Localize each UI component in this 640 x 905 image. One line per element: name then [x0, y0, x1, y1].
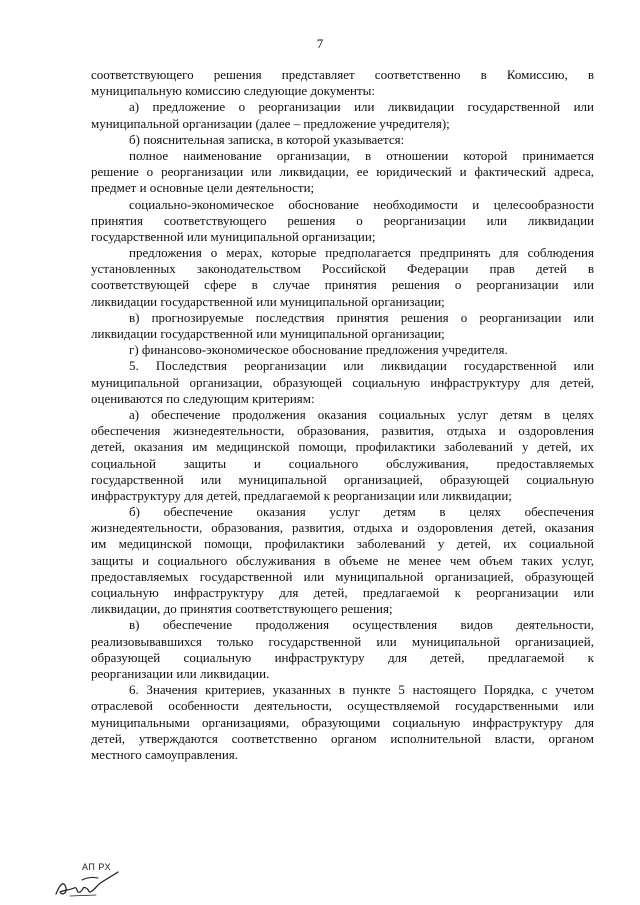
text-line: защиты и социального обслуживания в объеме не менее чем объем таких услуг,: [91, 552, 594, 568]
page-number: 7: [316, 36, 324, 51]
text-line: соответствующего решения представляет соответственно в Комиссию, в: [91, 67, 594, 82]
text-line: социальную инфраструктуру для детей, предлагаемой к реорганизации или: [91, 585, 594, 600]
text-line: предмет и основные цели деятельности;: [91, 180, 315, 196]
text-line: соответствующей сфере в случае принятия решения о реорганизации или: [91, 277, 594, 293]
text-line: образующей социальную инфраструктуру для детей, предлагаемой к: [91, 649, 594, 665]
text-line: в) прогнозируемые последствия принятия решения о реорганизации или: [129, 309, 594, 325]
text-line: полное наименование организации, в отношении которой принимается: [129, 147, 594, 163]
handwritten-signature: [52, 866, 124, 900]
text-line: местного самоуправления.: [91, 746, 239, 762]
text-line: муниципальную комиссию следующие документы:: [91, 83, 376, 99]
text-line: предоставляемых государственной или муниципальной организацией, образующей: [91, 568, 594, 584]
text-line: муниципальной организации, образующей социальную инфраструктуру для детей,: [91, 374, 594, 390]
text-line: реализовывавшихся только государственной или муниципальной организацией,: [91, 633, 594, 649]
text-line: детей, оказания им медицинской помощи, профилактики заболеваний у детей, их: [91, 439, 594, 455]
text-line: ликвидации, до принятия соответствующего решения;: [91, 601, 393, 617]
text-line: отраслевой особенности деятельности, осуществляемой государственными или: [91, 698, 594, 714]
text-line: г) финансово-экономическое обоснование предложения учредителя.: [129, 342, 508, 358]
text-line: в) обеспечение продолжения осуществления видов деятельности,: [129, 617, 594, 633]
text-line: ликвидации государственной или муниципальной организации;: [91, 326, 445, 341]
text-line: а) обеспечение продолжения оказания социальных услуг детям в целях: [129, 406, 594, 422]
text-line: б) обеспечение оказания услуг детям в целях обеспечения: [129, 504, 594, 520]
text-line: реорганизации или ликвидации.: [91, 665, 270, 681]
text-line: обеспечения жизнедеятельности, образования, развития, отдыха и оздоровления: [91, 423, 594, 439]
text-line: государственной или муниципальной организацией, образующей социальную: [91, 471, 594, 487]
text-line: муниципальными организациями, образующими социальную инфраструктуру для: [91, 714, 594, 730]
text-line: инфраструктуру для детей, предлагаемой к реорганизации или ликвидации;: [91, 487, 512, 503]
text-line: жизнедеятельности, образования, развития, отдыха и оздоровления детей, оказания: [91, 520, 594, 536]
text-line: 6. Значения критериев, указанных в пункте 5 настоящего Порядка, с учетом: [129, 682, 594, 698]
text-line: решение о реорганизации или ликвидации, ее юридический и фактический адреса,: [91, 164, 594, 180]
approval-stamp: АП РХ: [82, 862, 111, 872]
text-line: государственной или муниципальной организации;: [91, 228, 376, 244]
text-line: детей, утверждаются соответственно органом исполнительной власти, органом: [91, 730, 594, 746]
text-line: муниципальной организации (далее – предложение учредителя);: [91, 115, 450, 131]
text-line: социальной защиты и социального обслуживания, предоставляемых: [91, 455, 594, 471]
text-line: ликвидации государственной или муниципальной организации;: [91, 293, 445, 309]
text-line: им медицинской помощи, профилактики заболеваний у детей, их социальной: [91, 536, 594, 552]
text-line: а) предложение о реорганизации или ликвидации государственной или: [129, 99, 594, 115]
text-line: принятия соответствующего решения о реорганизации или ликвидации: [91, 212, 594, 228]
document-body: [91, 67, 594, 763]
text-line: б) пояснительная записка, в которой указывается:: [129, 131, 405, 147]
text-line: предложения о мерах, которые предполагается предпринять для соблюдения: [129, 245, 594, 261]
text-line: установленных законодательством Российской Федерации прав детей в: [91, 261, 594, 277]
text-line: социально-экономическое обоснование необходимости и целесообразности: [129, 196, 594, 212]
text-line: оцениваются по следующим критериям:: [91, 390, 315, 406]
text-line: 5. Последствия реорганизации или ликвидации государственной или: [129, 358, 594, 374]
